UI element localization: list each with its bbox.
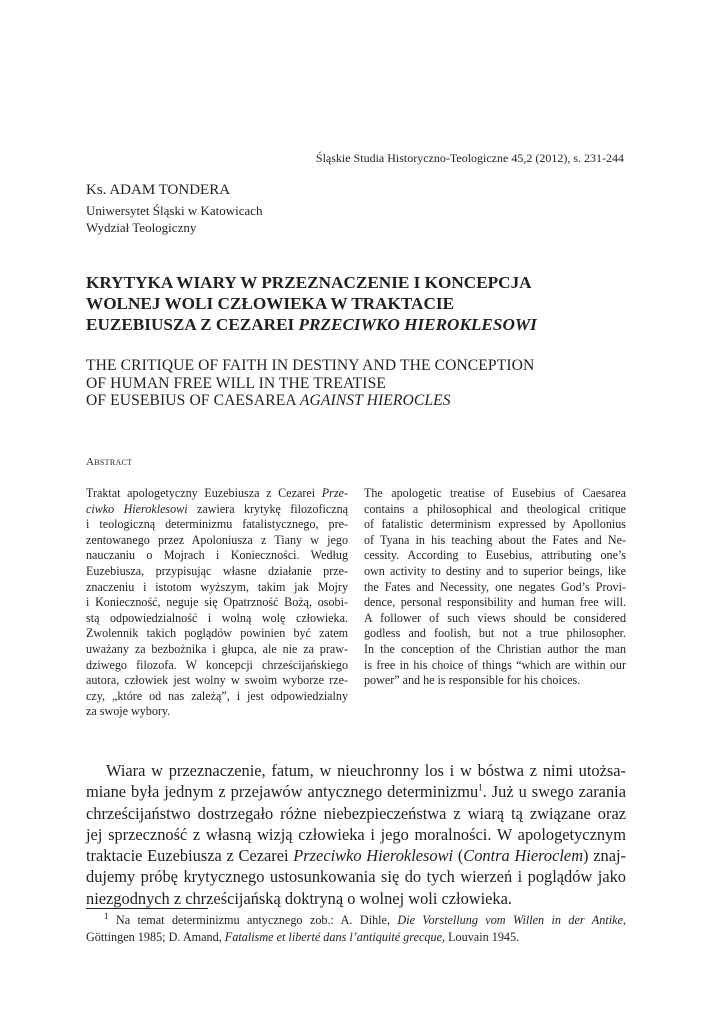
abstract-pl-line: Zwolennik takich poglądów powinien być zatem: [86, 626, 348, 641]
body-line: jej sprzeczność z własną wizją człowieka i jego moralności. W apologetycznym: [86, 824, 626, 844]
body-line: Wiara w przeznaczenie, fatum, w nieuchronny los i w bóstwa z nimi utożsa-: [106, 761, 626, 780]
title-pl-italic: PRZECIWKO HIEROKLESOWI: [298, 315, 537, 334]
abstract-en-line: is free in his choice of things “which are within our: [364, 657, 626, 672]
abstract-pl-line: autora, człowiek jest wolny w swoim wyborze rze-: [86, 673, 348, 688]
abstract-en-line: of Tyana in his teaching about the Fates and Ne-: [364, 532, 626, 547]
abstract-en-line: contains a philosophical and theological critique: [364, 501, 626, 516]
footnote-marker: 1: [104, 910, 109, 921]
article-title-polish: [86, 272, 626, 335]
title-en-line: OF HUMAN FREE WILL IN THE TREATISE: [86, 374, 386, 392]
abstract-en-line: A follower of such views should be considered: [364, 610, 626, 625]
abstract-pl-line: uważany za bezbożnika i głupca, ale nie za praw-: [86, 641, 348, 656]
abstract-pl-line: Euzebiusza, przypisując własne działanie prze-: [86, 563, 348, 578]
abstract-pl-line: [86, 502, 348, 518]
title-pl-line: KRYTYKA WIARY W PRZEZNACZENIE I KONCEPCJA: [86, 273, 532, 292]
abstract-en-line: own activity to destiny and to superior beings, like: [364, 563, 626, 578]
author-affiliation-faculty: Wydział Teologiczny: [86, 220, 197, 235]
abstract-en-line: power” and he is responsible for his choices.: [364, 673, 581, 688]
abstract-pl-line: nauczaniu o Mojrach i Konieczności. Według: [86, 548, 348, 563]
footnote: [86, 912, 626, 945]
abstract-pl-italic: Prze-: [321, 486, 348, 500]
footnote-line: [86, 929, 626, 946]
footnote-italic: Fatalisme et liberté dans l’antiquité grecque: [224, 929, 442, 944]
abstract-en-line: the Fates and Necessity, one negates God’s Provi-: [364, 579, 626, 594]
footnote-text: ,: [622, 913, 626, 927]
footnote-text: Na temat determinizmu antycznego zob.: A. Dihle,: [108, 913, 398, 927]
journal-citation: Śląskie Studia Historyczno-Teologiczne 45,2 (2012), s. 231-244: [315, 151, 624, 165]
author-name: Ks. ADAM TONDERA: [86, 182, 231, 198]
title-pl-line: [86, 314, 626, 335]
abstract-pl-line: dziwego filozofa. W koncepcji chrześcijańskiego: [86, 657, 348, 672]
abstract-english: [364, 486, 626, 689]
abstract-pl-line: stą odpowiedzialność i wolną wolę człowieka.: [86, 610, 348, 625]
abstract-pl-line: i Konieczność, neguje się Opatrzność Bożą, osobi-: [86, 595, 348, 610]
abstract-pl-line: zentowanego przez Apoloniusza z Tiany w jego: [86, 532, 348, 547]
footnote-text: , Louvain 1945.: [441, 929, 520, 944]
body-italic: Contra Hieroclem: [463, 846, 584, 866]
body-line: dujemy próbę krytycznego ustosunkowania się do tych wierzeń i poglądów jako: [86, 867, 626, 887]
title-en-line: THE CRITIQUE OF FAITH IN DESTINY AND THE CONCEPTION: [86, 357, 535, 374]
abstract-pl-italic: ciwko Hieroklesowi: [86, 501, 188, 516]
title-en-text: OF EUSEBIUS OF CAESAREA: [86, 392, 300, 409]
abstract-pl-text: Traktat apologetyczny Euzebiusza z Cezarei: [86, 486, 322, 500]
body-line: chrześcijaństwo dostrzegało różne niebezpieczeństwa z wiarą tą związane oraz: [86, 803, 626, 823]
abstract-en-line: cessity. According to Eusebius, attributing one’s: [364, 548, 626, 563]
abstract-pl-text: zawiera krytykę filozoficzną: [187, 501, 348, 516]
abstract-pl-line: [86, 486, 348, 502]
author-affiliation-university: Uniwersytet Śląski w Katowicach: [86, 203, 263, 218]
abstract-pl-line: za swoje wybory.: [86, 704, 171, 719]
title-pl-text: EUZEBIUSZA Z CEZAREI: [86, 315, 299, 334]
abstract-heading: Abstract: [86, 456, 133, 468]
abstract-polish: [86, 486, 348, 720]
body-line: niezgodnych z chrześcijańską doktryną o wolnej woli człowieka.: [86, 888, 513, 908]
body-paragraph: [86, 760, 626, 909]
abstract-en-line: of fatalistic determinism expressed by Apollonius: [364, 517, 626, 532]
body-line: [86, 845, 626, 866]
abstract-en-line: dence, personal responsibility and human free will.: [364, 595, 626, 610]
article-title-english: [86, 357, 626, 410]
abstract-en-line: In the conception of the Christian author the man: [364, 641, 626, 656]
abstract-pl-line: znaczeniu i istotom wyższym, takim jak Mojry: [86, 579, 348, 594]
abstract-en-line: The apologetic treatise of Eusebius of Caesarea: [364, 486, 626, 500]
abstract-pl-line: czy, „które od nas zależą”, i jest odpowiedzialny: [86, 688, 348, 703]
body-text: traktacie Euzebiusza z Cezarei: [86, 846, 294, 866]
body-text: ) znaj-: [583, 846, 626, 866]
footnote-italic: Die Vorstellung vom Willen in der Antike: [397, 913, 623, 927]
footnote-divider: [86, 908, 208, 909]
body-line: [86, 781, 626, 802]
body-italic: Przeciwko Hieroklesowi: [293, 846, 454, 866]
body-text: . Już u swego zarania: [482, 782, 626, 802]
footnote-reference[interactable]: 1: [478, 782, 483, 793]
body-text: (: [453, 846, 464, 866]
footnote-line: [86, 912, 626, 929]
abstract-en-line: godless and foolish, but not a true philosopher.: [364, 626, 626, 641]
footnote-text: Göttingen 1985; D. Amand,: [86, 929, 225, 944]
title-pl-line: WOLNEJ WOLI CZŁOWIEKA W TRAKTACIE: [86, 294, 455, 313]
title-en-italic: AGAINST HIEROCLES: [299, 392, 451, 409]
body-text: miane była jednym z przejawów antycznego determinizmu: [86, 782, 479, 802]
title-en-line: [86, 392, 626, 410]
abstract-pl-line: i teologiczną determinizmu fatalistycznego, pre-: [86, 517, 348, 532]
